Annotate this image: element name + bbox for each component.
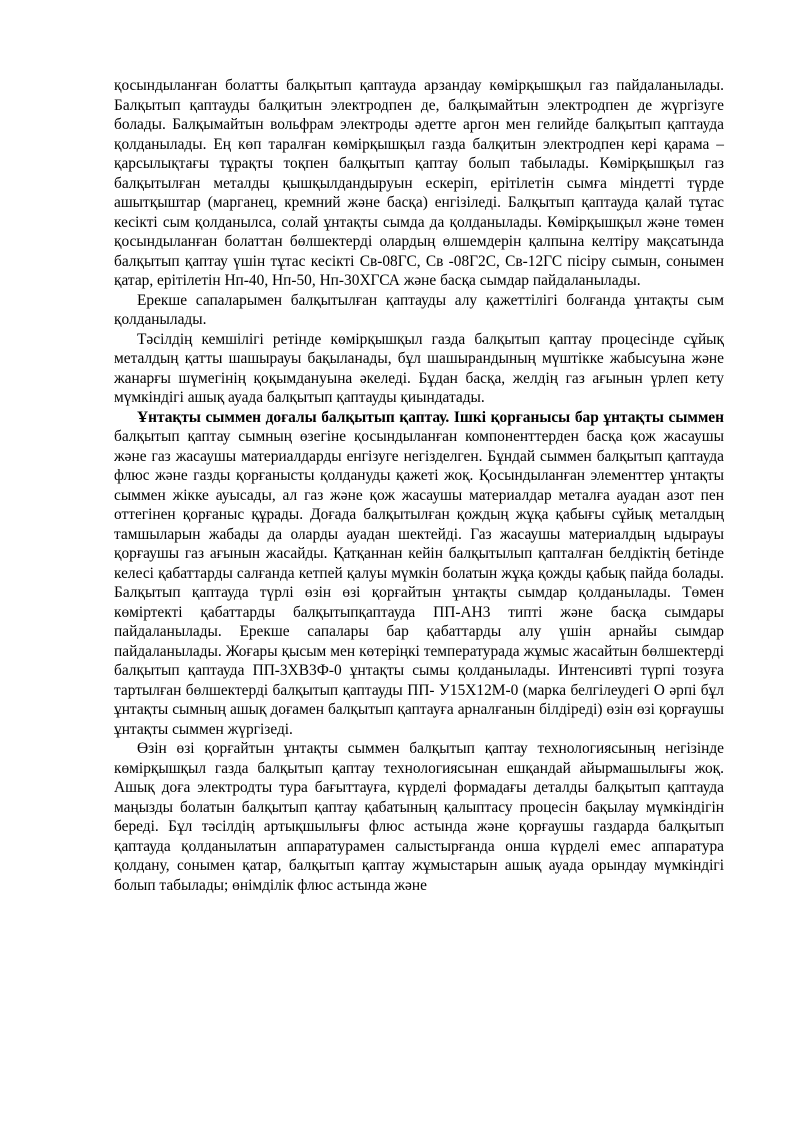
paragraph-co2-surfacing [114, 76, 724, 291]
paragraph-text: қосындыланған болатты балқытып қаптауда арзандау көмірқышқыл газ пайдаланылады. Балқытып қаптауды балқитын электродпен де, балқымайтын электродпен де жүргізуге болады. Балқымайтын вольфрам электроды әдетте аргон мен гелийде балқытып қаптауда қолданылады. Ең көп таралған көмірқышқыл газда балқитын электродпен кері қарама – қарсылықтағы тұрақты тоқпен балқытып қаптау болып табылады. Көмірқышқыл газ балқытылған металды қышқылдандыруын ескеріп, ерітілетін сымға міндетті түрде ашытқыштар (марганец, кремний және басқа) енгізіледі. Балқытып қаптауда қалай тұтас кесікті сым қолданылса, солай ұнтақты сымда да қолданылады. Көмірқышқыл және төмен қосындыланған болаттан бөлшектерді олардың өлшемдерін қалпына келтіру мақсатында балқытып қаптау үшін тұтас кесікті Св-08ГС, Св -08Г2С, Св-12ГС пісіру сымын, сонымен қатар, ерітілетін Нп-40, Нп-50, Нп-30ХГСА және басқа сымдар пайдаланылады. [114, 77, 724, 289]
paragraph-text: балқытып қаптау сымның өзегіне қосындыланған компоненттерден басқа қож жасаушы және газ жасаушы материалдарды енгізуге негізделген. Бұндай сыммен балқытып қаптауда флюс және газды қорғанысты қолдануды қажеті жоқ. Қосындыланған элементтер ұнтақты сыммен жікке ауысады, ал газ және қож жасаушы материалдар металға ауадан азот пен оттегінен қорғаныс құрады. Доғада балқытылған қождың жұқа қабығы сұйық металдың тамшыларын жабады да оларды ауадан шектейді. Газ жасаушы материалдың ыдырауы қорғаушы газ ағынын жасайды. Қатқаннан кейін балқытылып қапталған белдіктің бетінде келесі қабаттарды салғанда кетпей қалуы мүмкін болатын жұқа қожды қабық пайда болады. Балқытып қаптауда түрлі өзін өзі қорғайтын ұнтақты сымдар қолданылады. Төмен көміртекті қабаттарды балқытыпқаптауда ПП-АН3 типті және басқа сымдары пайдаланылады. Ерекше сапалары бар қабаттарды алу үшін арнайы сымдар пайдаланылады. Жоғары қысым мен көтеріңкі температурада жұмыс жасайтын бөлшектерді балқытып қаптауда ПП-3ХВ3Ф-0 ұнтақты сымы қолданылады. Интенсивті түрпі тозуға тартылған бөлшектерді балқытып қаптауды ПП- У15Х12М-0 (марка белгілеудегі О әрпі бұл ұнтақты сымның ашық доғамен балқытып қаптауға арналғанын білдіреді) өзін өзі қорғаушы ұнтақты сыммен жүргізеді. [114, 428, 724, 738]
paragraph-flux-cored-arc-surfacing [114, 408, 724, 740]
paragraph-method-drawbacks [114, 330, 724, 408]
paragraph-text: Өзін өзі қорғайтын ұнтақты сыммен балқытып қаптау технологиясының негізінде көмірқышқыл газда балқытып қаптау технологиясынан ешқандай айырмашылығы жоқ. Ашық доға электродты тура бағыттауға, күрделі формадағы деталды балқытып қаптауда маңызды болатын балқытып қаптау қабатының қалыптасу процесін бақылау мүмкіндігін береді. Бұл тәсілдің артықшылығы флюс астында және қорғаушы газдарда балқытып қаптауда қолданылатын аппаратурамен салыстырғанда онша күрделі емес аппаратура қолдану, сонымен қатар, балқытып қаптау жұмыстарын ашық ауада орындау мүмкіндігі болып табылады; өнімділік флюс астында және [114, 740, 724, 894]
section-heading: Ұнтақты сыммен доғалы балқытып қаптау. Ішкі қорғанысы бар ұнтақты сыммен [137, 408, 724, 426]
paragraph-text: Ерекше сапаларымен балқытылған қаптауды алу қажеттілігі болғанда ұнтақты сым қолданылады. [114, 291, 724, 328]
paragraph-text: Тәсілдің кемшілігі ретінде көмірқышқыл газда балқытып қаптау процесінде сұйық металдың қатты шашырауы бақыланады, бұл шашырандының мүштікке жабысуына және жанарғы шүмегінің қоқымдануына әкеледі. Бұдан басқа, желдің газ ағынын үрлеп кету мүмкіндігі ашық ауада балқытып қаптауды қиындатады. [114, 330, 724, 406]
paragraph-flux-cored-wire-use [114, 291, 724, 330]
paragraph-self-shielded-technology [114, 739, 724, 895]
document-page [114, 76, 724, 895]
